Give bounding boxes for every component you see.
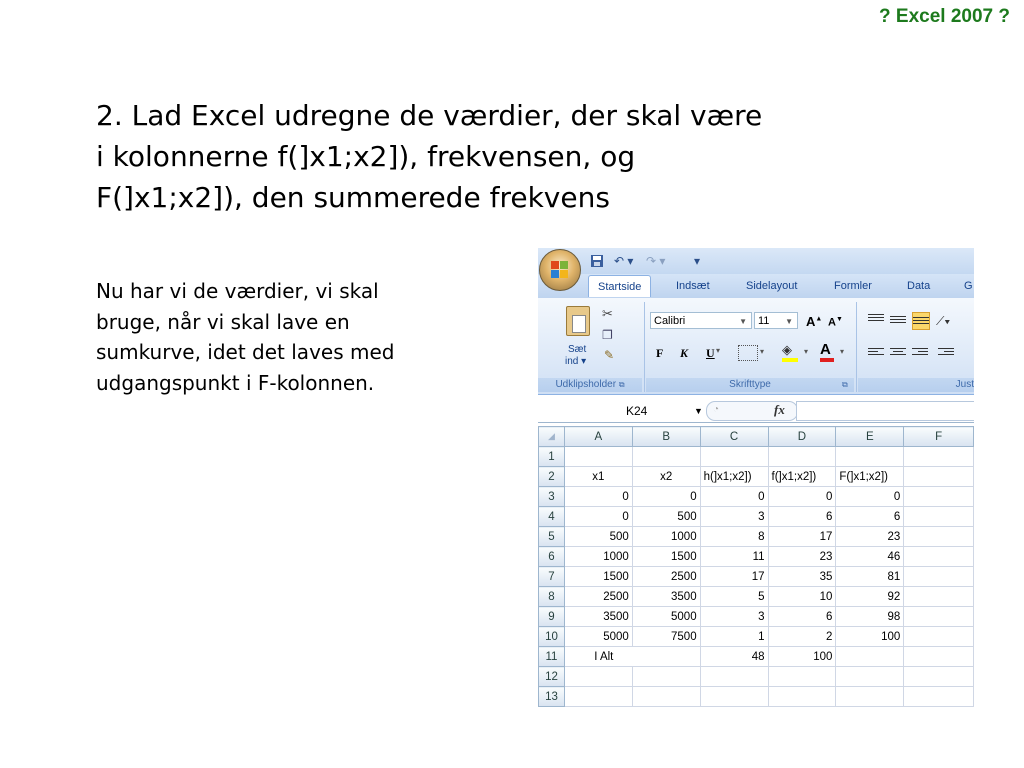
paste-icon[interactable] — [566, 306, 590, 336]
tab-startside[interactable]: Startside — [588, 275, 651, 297]
cell[interactable]: 98 — [836, 607, 904, 627]
align-right-icon[interactable] — [912, 348, 928, 360]
cell[interactable]: 0 — [768, 487, 836, 507]
row-header[interactable]: 1 — [539, 447, 565, 467]
worksheet-grid — [538, 426, 974, 707]
alignment-group-label: Just — [858, 378, 974, 392]
cell[interactable] — [904, 667, 974, 687]
cell[interactable]: x1 — [564, 467, 632, 487]
cell[interactable] — [564, 667, 632, 687]
cell[interactable]: 0 — [564, 487, 632, 507]
cell[interactable]: 500 — [564, 527, 632, 547]
name-box-dropdown-icon[interactable]: ▼ — [694, 406, 703, 416]
cell[interactable]: 100 — [768, 647, 836, 667]
align-left-icon[interactable] — [868, 348, 884, 360]
row-header[interactable]: 13 — [539, 687, 565, 707]
column-header[interactable]: F — [904, 427, 974, 447]
cell[interactable]: 35 — [768, 567, 836, 587]
fill-dropdown-icon[interactable]: ▾ — [804, 347, 809, 356]
grow-font-icon[interactable]: A▲ — [806, 314, 823, 329]
font-color-dropdown-icon[interactable]: ▾ — [840, 347, 845, 356]
copy-icon[interactable]: ❐ — [602, 328, 613, 342]
quick-access-toolbar — [538, 248, 974, 274]
body-line: sumkurve, idet det laves med — [96, 340, 395, 364]
expand-icon[interactable]: ◔ — [713, 404, 720, 415]
cell[interactable]: 23 — [836, 527, 904, 547]
cell[interactable]: 2 — [768, 627, 836, 647]
row-header[interactable]: 6 — [539, 547, 565, 567]
cell[interactable]: x2 — [632, 467, 700, 487]
tab-data[interactable]: Data — [907, 280, 931, 292]
body-line: udgangspunkt i F-kolonnen. — [96, 370, 375, 395]
clipboard-group-label: Udklipsholder ⧉ — [538, 378, 642, 392]
excel-screenshot — [538, 248, 974, 726]
italic-icon[interactable]: K — [680, 346, 689, 360]
cell[interactable]: 48 — [700, 647, 768, 667]
select-all-corner[interactable]: ◢ — [539, 427, 565, 447]
font-size-select[interactable]: 11 ▼ — [754, 312, 798, 329]
cell[interactable] — [564, 687, 632, 707]
cell[interactable] — [904, 527, 974, 547]
cell[interactable]: 0 — [632, 487, 700, 507]
align-top-icon[interactable] — [868, 314, 884, 326]
align-middle-icon[interactable] — [890, 316, 906, 328]
cell[interactable]: 1500 — [564, 567, 632, 587]
underline-icon[interactable]: U — [706, 346, 715, 360]
cell[interactable] — [632, 667, 700, 687]
cell[interactable] — [904, 587, 974, 607]
cell[interactable]: F(]x1;x2]) — [836, 467, 904, 487]
cell[interactable] — [564, 447, 632, 467]
cell[interactable]: 100 — [836, 627, 904, 647]
align-center-icon[interactable] — [890, 348, 906, 360]
cell[interactable] — [700, 687, 768, 707]
cell[interactable] — [836, 647, 904, 667]
cell[interactable]: 3 — [700, 607, 768, 627]
paste-label-2[interactable]: ind ▾ — [565, 356, 587, 367]
save-icon[interactable] — [590, 254, 604, 268]
cell[interactable] — [904, 687, 974, 707]
cell[interactable] — [904, 447, 974, 467]
cell[interactable] — [836, 667, 904, 687]
decrease-indent-icon[interactable] — [938, 348, 954, 360]
cell[interactable]: 3500 — [564, 607, 632, 627]
slide-title — [96, 95, 926, 218]
row-header[interactable]: 2 — [539, 467, 565, 487]
tab-indsaet[interactable]: Indsæt — [676, 280, 710, 292]
excel-version-label: ? Excel 2007 ? — [879, 6, 1010, 27]
font-name-select[interactable]: Calibri ▼ — [650, 312, 752, 329]
cell[interactable] — [904, 547, 974, 567]
cell[interactable] — [904, 627, 974, 647]
cut-icon[interactable]: ✂ — [602, 306, 613, 321]
title-line: 2. Lad Excel udregne de værdier, der skal være — [96, 99, 763, 132]
cell[interactable]: 17 — [700, 567, 768, 587]
cell[interactable]: 0 — [836, 487, 904, 507]
font-dialog-launcher-icon[interactable]: ⧉ — [842, 380, 848, 389]
column-header[interactable]: C — [700, 427, 768, 447]
row-header[interactable]: 10 — [539, 627, 565, 647]
tab-formler[interactable]: Formler — [834, 280, 872, 292]
cell[interactable] — [700, 667, 768, 687]
cell[interactable]: 5000 — [632, 607, 700, 627]
borders-dropdown-icon[interactable]: ▾ — [760, 347, 765, 356]
cell[interactable]: 17 — [768, 527, 836, 547]
formula-input[interactable] — [796, 401, 974, 421]
paste-label[interactable]: Sæt — [568, 344, 587, 355]
cell[interactable]: 92 — [836, 587, 904, 607]
format-painter-icon[interactable]: ✎ — [604, 348, 615, 362]
redo-icon[interactable]: ↷ ▾ — [646, 254, 666, 268]
office-logo-icon — [551, 261, 569, 279]
undo-icon[interactable]: ↶ ▾ — [614, 254, 634, 268]
cell[interactable]: 81 — [836, 567, 904, 587]
group-divider — [644, 302, 645, 392]
cell[interactable] — [768, 447, 836, 467]
cell[interactable]: 3500 — [632, 587, 700, 607]
cell[interactable]: 11 — [700, 547, 768, 567]
bold-icon[interactable]: F — [656, 346, 664, 360]
office-button[interactable] — [539, 249, 581, 291]
borders-icon[interactable] — [738, 345, 758, 361]
body-line: Nu har vi de værdier, vi skal — [96, 279, 379, 303]
name-box[interactable]: K24 ▼ — [626, 404, 703, 418]
cell[interactable]: 1000 — [564, 547, 632, 567]
cell[interactable] — [632, 687, 700, 707]
cell[interactable]: 6 — [768, 507, 836, 527]
font-color-icon[interactable]: A — [820, 341, 834, 362]
orientation-icon[interactable]: ⟋▾ — [936, 314, 951, 328]
cell[interactable] — [904, 487, 974, 507]
customize-qat-icon[interactable]: ▾ — [694, 254, 701, 268]
cell[interactable]: 1 — [700, 627, 768, 647]
font-group-label: Skrifttype — [646, 378, 854, 392]
column-header[interactable]: A — [564, 427, 632, 447]
row-header[interactable]: 7 — [539, 567, 565, 587]
cell[interactable] — [836, 447, 904, 467]
cell[interactable]: 6 — [768, 607, 836, 627]
fill-color-icon[interactable]: ◈ — [782, 342, 798, 362]
align-bottom-icon[interactable] — [912, 312, 930, 330]
cell[interactable]: 46 — [836, 547, 904, 567]
cell[interactable] — [904, 607, 974, 627]
title-line: i kolonnerne f(]x1;x2]), frekvensen, og — [96, 140, 636, 173]
cell[interactable]: 10 — [768, 587, 836, 607]
cell[interactable]: 3 — [700, 507, 768, 527]
cell[interactable] — [904, 647, 974, 667]
cell[interactable]: 2500 — [632, 567, 700, 587]
shrink-font-icon[interactable]: A▼ — [828, 316, 843, 329]
cell[interactable] — [904, 507, 974, 527]
formula-bar — [538, 398, 974, 423]
cell[interactable] — [768, 687, 836, 707]
ribbon — [538, 298, 974, 395]
column-header[interactable]: D — [768, 427, 836, 447]
cell[interactable] — [836, 687, 904, 707]
row-header[interactable]: 8 — [539, 587, 565, 607]
tab-sidelayout[interactable]: Sidelayout — [746, 280, 798, 292]
cell[interactable]: 1000 — [632, 527, 700, 547]
cell[interactable]: 7500 — [632, 627, 700, 647]
ribbon-tab-bar — [538, 274, 974, 298]
cell[interactable]: 5000 — [564, 627, 632, 647]
cell[interactable]: 6 — [836, 507, 904, 527]
row-header[interactable]: 5 — [539, 527, 565, 547]
cell[interactable]: h(]x1;x2]) — [700, 467, 768, 487]
slide-body — [96, 276, 516, 398]
cell[interactable] — [904, 467, 974, 487]
cell[interactable] — [904, 567, 974, 587]
cell[interactable]: 1500 — [632, 547, 700, 567]
tab-more[interactable]: G — [964, 280, 973, 292]
cell[interactable]: 0 — [564, 507, 632, 527]
row-header[interactable]: 4 — [539, 507, 565, 527]
column-header[interactable]: B — [632, 427, 700, 447]
cell[interactable] — [700, 447, 768, 467]
title-line: F(]x1;x2]), den summerede frekvens — [96, 181, 610, 214]
cell[interactable]: 5 — [700, 587, 768, 607]
cell[interactable]: f(]x1;x2]) — [768, 467, 836, 487]
row-header[interactable]: 3 — [539, 487, 565, 507]
row-header[interactable]: 11 — [539, 647, 565, 667]
column-header[interactable]: E — [836, 427, 904, 447]
cell[interactable] — [632, 447, 700, 467]
cell[interactable]: 0 — [700, 487, 768, 507]
row-header[interactable]: 9 — [539, 607, 565, 627]
group-divider — [856, 302, 857, 392]
cell[interactable]: 2500 — [564, 587, 632, 607]
body-line: bruge, når vi skal lave en — [96, 309, 350, 334]
cell[interactable]: 500 — [632, 507, 700, 527]
cell[interactable]: 23 — [768, 547, 836, 567]
cell[interactable] — [768, 667, 836, 687]
underline-dropdown-icon[interactable]: ▾ — [716, 346, 721, 355]
cell[interactable]: I Alt — [564, 647, 700, 667]
cell[interactable]: 8 — [700, 527, 768, 547]
fx-icon[interactable]: fx — [774, 402, 785, 417]
row-header[interactable]: 12 — [539, 667, 565, 687]
